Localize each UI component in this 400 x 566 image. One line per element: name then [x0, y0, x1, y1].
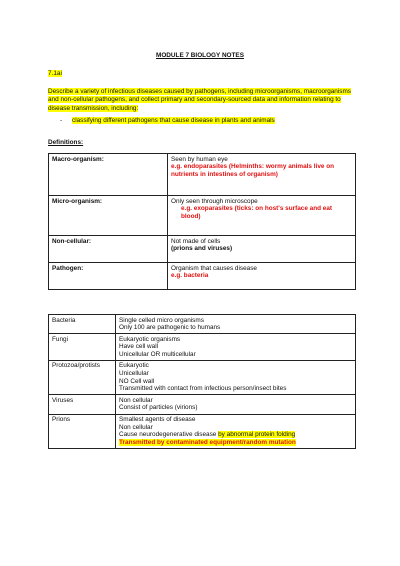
bullet-text: classifying different pathogens that cause disease in plants and animals — [72, 117, 275, 124]
pathogen-line: NO Cell wall — [119, 377, 155, 385]
syllabus-bullet — [60, 117, 275, 125]
pathogen-line: Unicellular — [119, 370, 149, 378]
pathogen-line: Single celled micro organisms — [119, 316, 204, 324]
definition-row — [49, 154, 356, 196]
definition-term: Micro-organism: — [49, 196, 168, 236]
description-text: Describe a variety of infectious diseases caused by pathogens, including microorganisms, macroorganisms and non-cellular pathogens, and collect primary and secondary-sourced data and information relating to disease transmission, including: — [48, 88, 351, 112]
pathogen-name: Viruses — [49, 395, 116, 414]
page-title: MODULE 7 BIOLOGY NOTES — [156, 52, 244, 59]
pathogen-line-red-highlight: Transmitted by contaminated equipment/random mutation — [119, 438, 296, 446]
definition-row — [49, 236, 356, 263]
definitions-table — [48, 153, 356, 290]
pathogen-line: Eukaryotic — [119, 362, 149, 370]
bullet-marker: - — [60, 117, 63, 124]
pathogen-details — [116, 360, 356, 394]
pathogen-row — [49, 414, 356, 448]
pathogen-line: Transmitted with contact from infectious person/insect bites — [119, 385, 287, 393]
definition-line: Only seen through microscope — [171, 197, 258, 205]
definition-line: Not made of cells — [171, 237, 221, 245]
definition-example: (prions and viruses) — [171, 245, 233, 253]
pathogen-line: Non cellular — [119, 423, 153, 431]
pathogen-details — [116, 334, 356, 361]
definition-line: Seen by human eye — [171, 155, 228, 163]
definition-line: Organism that causes disease — [171, 264, 257, 272]
definition-row — [49, 196, 356, 236]
definition-term: Pathogen: — [49, 263, 168, 290]
pathogen-line-highlight: by abnormal protein folding — [218, 431, 296, 439]
pathogen-line-red — [119, 439, 352, 447]
pathogen-line: Non cellular — [119, 396, 153, 404]
definition-term: Non-cellular: — [49, 236, 168, 263]
definition-term: Macro-organism: — [49, 154, 168, 196]
section-code — [48, 70, 62, 78]
definition-example: e.g. endoparasites (Helminths: wormy animals live on nutrients in intestines of organism) — [171, 163, 335, 178]
syllabus-description — [48, 88, 358, 113]
definition-body — [168, 196, 356, 236]
pathogen-row — [49, 315, 356, 334]
definition-body — [168, 236, 356, 263]
pathogen-line: Eukaryotic organisms — [119, 335, 181, 343]
pathogen-line: Only 100 are pathogenic to humans — [119, 324, 221, 332]
definitions-heading: Definitions: — [48, 139, 84, 146]
pathogen-name: Prions — [49, 414, 116, 448]
pathogen-row — [49, 334, 356, 361]
definition-body — [168, 154, 356, 196]
pathogen-details — [116, 315, 356, 334]
pathogen-name: Fungi — [49, 334, 116, 361]
pathogen-line: Unicellular OR multicellular — [119, 350, 196, 358]
pathogen-row — [49, 395, 356, 414]
pathogen-table — [48, 314, 356, 449]
definition-example: e.g. exoparasites (ticks: on host's surface and eat blood) — [181, 205, 333, 220]
pathogen-details — [116, 395, 356, 414]
pathogen-line: Have cell wall — [119, 343, 159, 351]
definition-body — [168, 263, 356, 290]
definition-row — [49, 263, 356, 290]
section-code-text: 7.1ai — [48, 70, 62, 77]
pathogen-details — [116, 414, 356, 448]
pathogen-line: Smallest agents of disease — [119, 416, 196, 424]
pathogen-name: Bacteria — [49, 315, 116, 334]
pathogen-row — [49, 360, 356, 394]
pathogen-name: Protozoa/protists — [49, 360, 116, 394]
pathogen-line: Consist of particles (virions) — [119, 404, 198, 412]
pathogen-line-mixed — [119, 431, 352, 439]
definition-example: e.g. bacteria — [171, 272, 209, 280]
pathogen-line-plain: Cause neurodegenerative disease — [119, 431, 219, 439]
